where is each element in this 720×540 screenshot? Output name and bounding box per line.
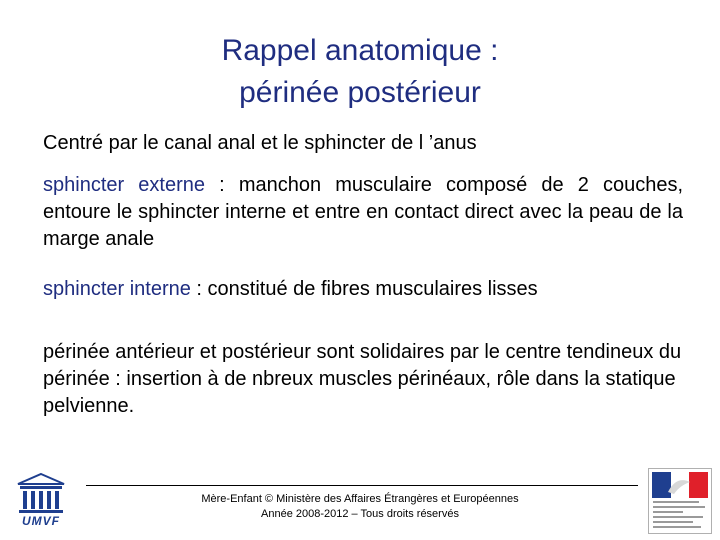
slide-title-line-2: périnée postérieur [239, 76, 481, 109]
republique-francaise-logo-icon [648, 468, 712, 534]
slide-title-line-1: Rappel anatomique : [221, 34, 499, 67]
definition-sphincter-externe: : manchon musculaire composé de 2 couches, entoure le sphincter interne et entre en contact direct avec la peau de la marge anale [43, 174, 684, 250]
term-sphincter-externe: sphincter externe [43, 174, 205, 196]
ministry-caption-lines [653, 501, 707, 531]
footer-line-2: Année 2008-2012 – Tous droits réservés [261, 508, 459, 520]
paragraph-canal-anal: Centré par le canal anal et le sphincter de l ’anus [43, 132, 477, 154]
term-sphincter-interne: sphincter interne [43, 278, 191, 300]
footer-line-1: Mère-Enfant © Ministère des Affaires Étrangères et Européennes [201, 493, 519, 505]
french-flag-icon [652, 472, 708, 498]
definition-sphincter-interne: : constitué de fibres musculaires lisses [190, 278, 538, 300]
paragraph-sphincter-interne [43, 276, 683, 303]
paragraph-sphincter-externe [43, 172, 683, 253]
umvf-logo-text: UMVF [22, 514, 60, 528]
umvf-temple-icon [14, 472, 68, 516]
footer-copyright [160, 492, 560, 522]
slide-title [0, 30, 720, 114]
paragraph-perinee-solidaires: périnée antérieur et postérieur sont solidaires par le centre tendineux du périnée : insertion à de nbreux muscles périnéaux, rôle dans la statique pelvienne. [43, 341, 682, 417]
footer-divider [86, 485, 638, 486]
